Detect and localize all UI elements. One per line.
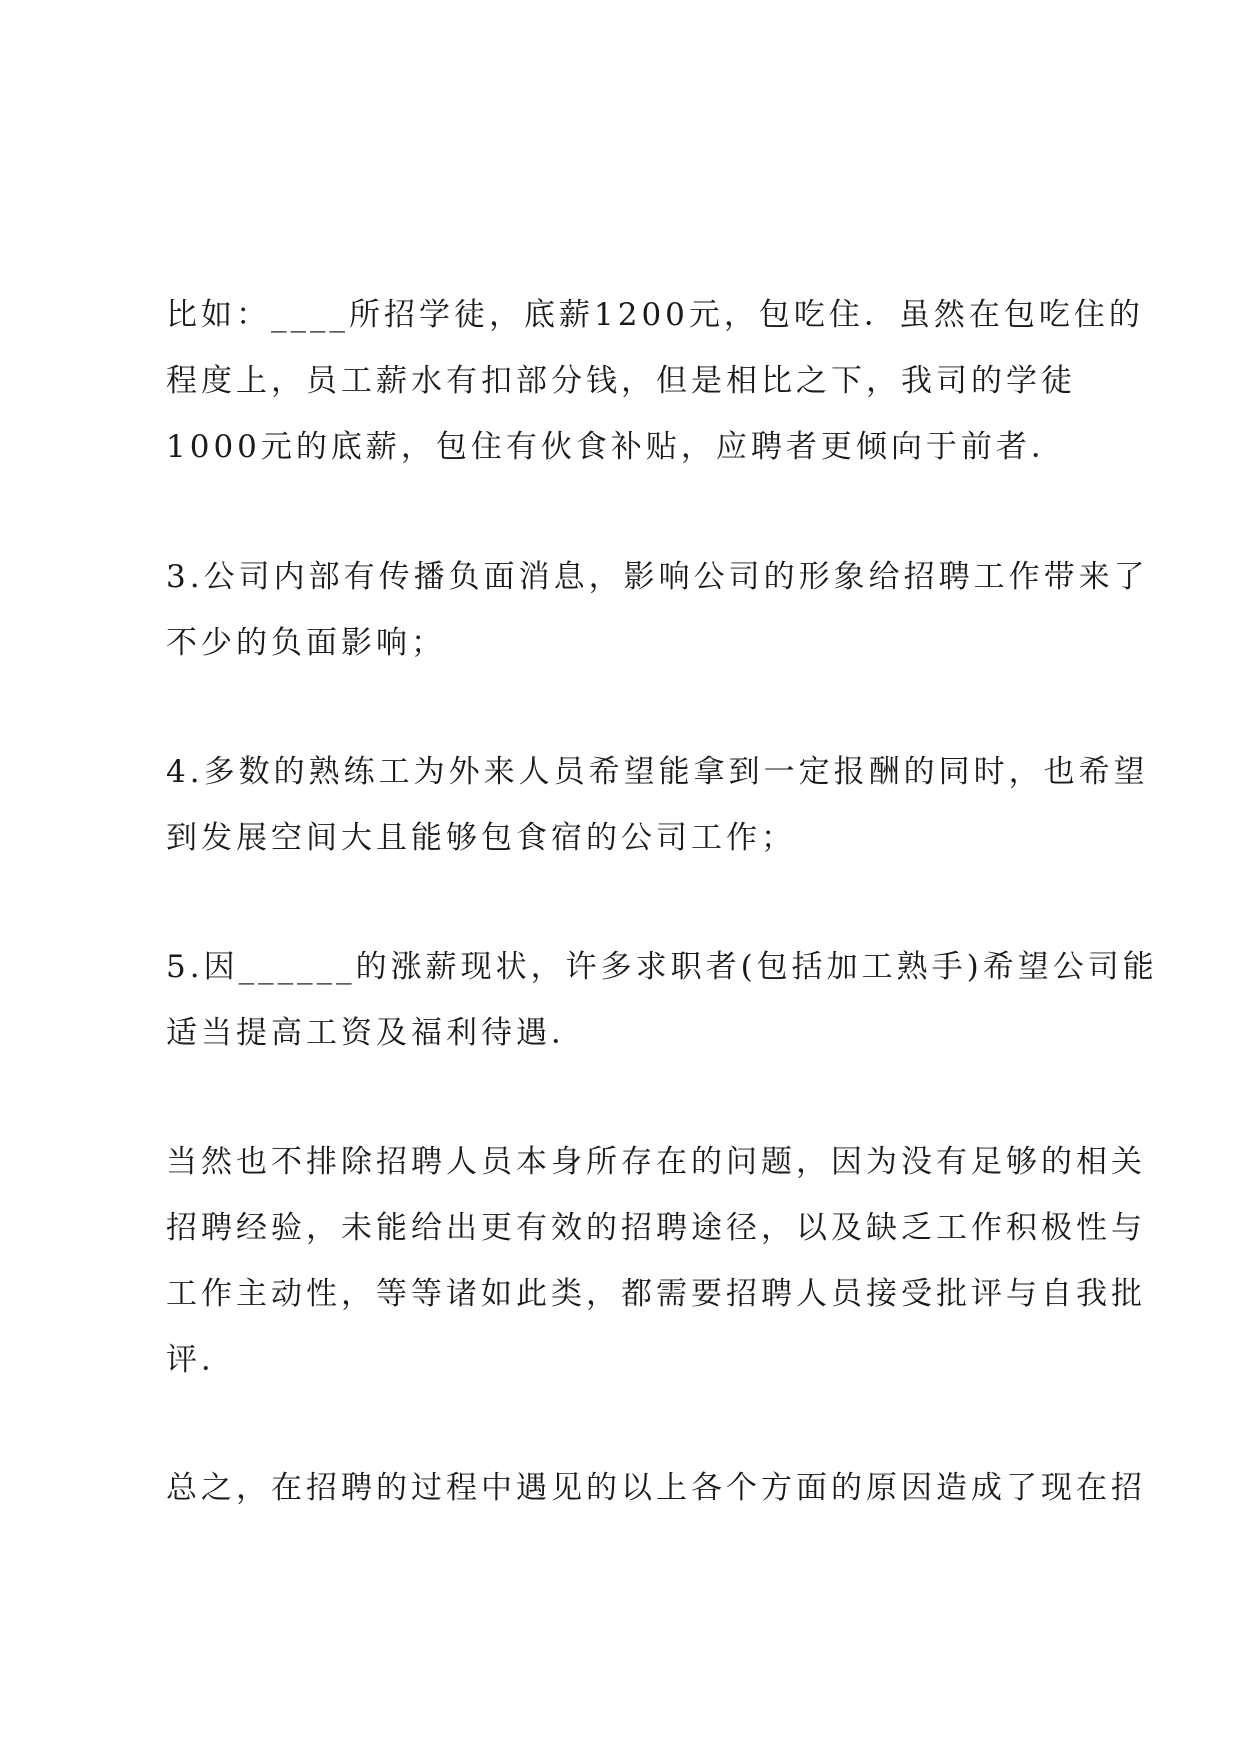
paragraph-item-5: [166, 934, 1158, 1066]
text-line: 适当提高工资及福利待遇．: [166, 1015, 586, 1051]
text-line: 4.多数的熟练工为外来人员希望能拿到一定报酬的同时，也希望: [166, 754, 1149, 790]
paragraph-recruiter-issues: [166, 1129, 1146, 1393]
text-line: 比如：____所招学徒，底薪1200元，包吃住．虽然在包吃住的: [166, 297, 1144, 333]
text-line: 到发展空间大且能够包食宿的公司工作；: [166, 820, 796, 856]
text-line: 工作主动性，等等诸如此类，都需要招聘人员接受批评与自我批: [166, 1276, 1146, 1312]
text-line: 程度上，员工薪水有扣部分钱，但是相比之下，我司的学徒: [166, 363, 1076, 399]
text-line: 1000元的底薪，包住有伙食补贴，应聘者更倾向于前者．: [166, 429, 1066, 465]
text-line: 招聘经验，未能给出更有效的招聘途径，以及缺乏工作积极性与: [166, 1210, 1146, 1246]
paragraph-conclusion: [166, 1455, 1146, 1521]
paragraph-item-4: [166, 739, 1149, 871]
paragraph-apprentice-salary: [166, 282, 1144, 480]
text-line: 当然也不排除招聘人员本身所存在的问题，因为没有足够的相关: [166, 1144, 1146, 1180]
text-line: 总之，在招聘的过程中遇见的以上各个方面的原因造成了现在招: [166, 1470, 1146, 1506]
paragraph-item-3: [166, 544, 1149, 676]
text-line: 不少的负面影响；: [166, 625, 446, 661]
text-line: 5.因______的涨薪现状，许多求职者(包括加工熟手)希望公司能: [166, 949, 1158, 985]
text-line: 3.公司内部有传播负面消息，影响公司的形象给招聘工作带来了: [166, 559, 1149, 595]
text-line: 评．: [166, 1342, 236, 1378]
